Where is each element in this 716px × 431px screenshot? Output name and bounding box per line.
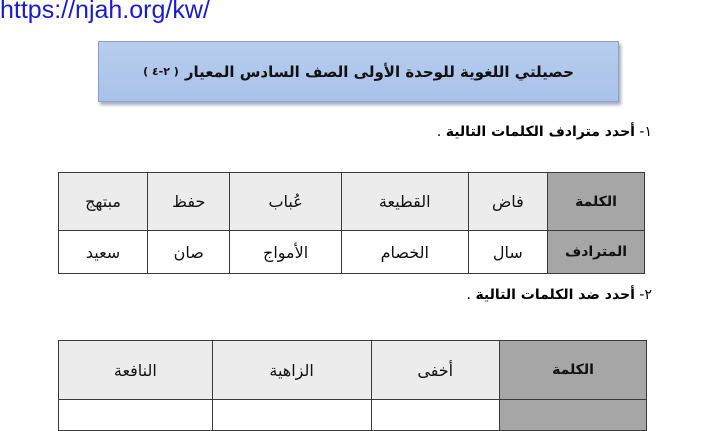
word-cell: النافعة xyxy=(59,341,213,400)
antonyms-table xyxy=(58,340,647,431)
word-header: الكلمة xyxy=(548,173,645,231)
antonym-header xyxy=(500,400,647,431)
question-1-text: أحدد مترادف الكلمات التالية xyxy=(445,124,635,140)
synonym-header: المترادف xyxy=(548,231,645,274)
table-row xyxy=(59,341,647,400)
question-2-number: ٢- xyxy=(639,287,652,303)
word-cell: أخفى xyxy=(371,341,500,400)
question-1-number: ١- xyxy=(639,124,652,140)
word-cell: عُباب xyxy=(230,173,341,231)
title-banner xyxy=(98,41,619,102)
source-url[interactable]: https://njah.org/kw/ xyxy=(0,0,210,24)
question-2-text: أحدد ضد الكلمات التالية xyxy=(475,287,635,303)
standard-code: ( ٢-٤ ) xyxy=(143,65,179,78)
antonym-cell xyxy=(212,400,371,431)
table-row xyxy=(59,400,647,431)
word-cell: فاض xyxy=(468,173,547,231)
question-2 xyxy=(467,287,652,303)
question-2-dot: . xyxy=(466,287,471,303)
synonym-cell: سعيد xyxy=(59,231,148,274)
word-cell: مبتهج xyxy=(59,173,148,231)
synonym-cell: الأمواج xyxy=(230,231,341,274)
word-header: الكلمة xyxy=(500,341,647,400)
synonym-cell: سال xyxy=(468,231,547,274)
synonym-cell: الخصام xyxy=(341,231,468,274)
table-row xyxy=(59,231,645,274)
word-cell: الزاهية xyxy=(212,341,371,400)
question-1-dot: . xyxy=(436,124,442,140)
antonym-cell xyxy=(371,400,500,431)
word-cell: حفظ xyxy=(148,173,230,231)
table-row xyxy=(59,173,645,231)
word-cell: القطيعة xyxy=(341,173,468,231)
synonym-cell: صان xyxy=(148,231,230,274)
question-1 xyxy=(437,124,652,140)
title-text: حصيلتي اللغوية للوحدة الأولى الصف السادس المعيار xyxy=(184,62,574,81)
synonyms-table xyxy=(58,172,645,274)
antonym-cell xyxy=(59,400,213,431)
